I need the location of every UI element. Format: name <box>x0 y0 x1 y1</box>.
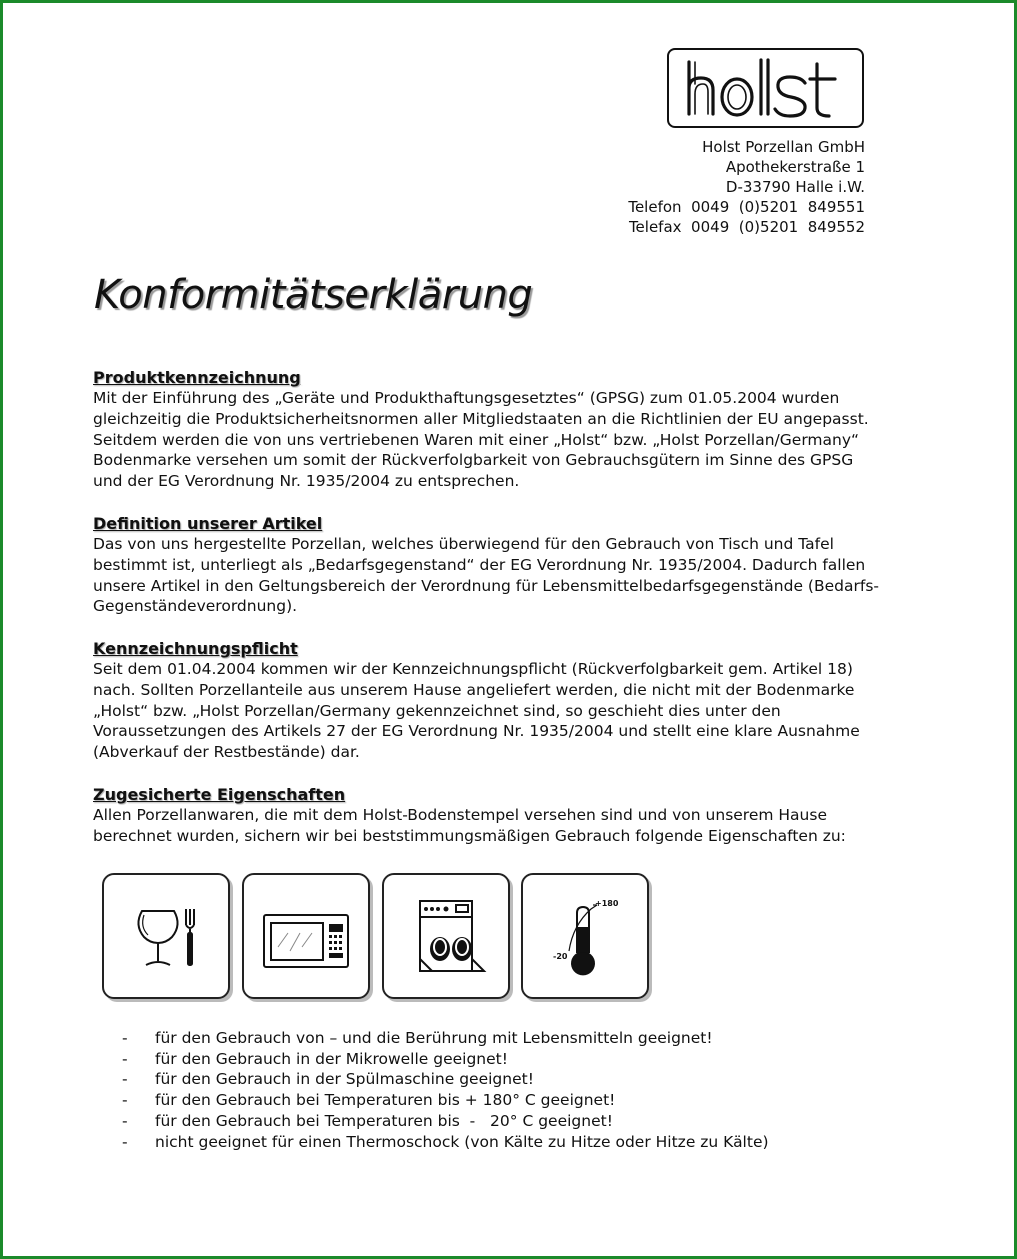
thermo-low-label: -20 <box>553 952 568 961</box>
section-line: unsere Artikel in den Geltungsbereich der Verordnung für Lebensmittelbedarfsgegenstände (Bedarfs- <box>93 576 879 595</box>
list-item <box>122 1049 769 1070</box>
bullet-text: für den Gebrauch von – und die Berührung mit Lebensmitteln geeignet! <box>155 1029 713 1047</box>
section-eigenschaften <box>93 785 883 847</box>
company-name: Holst Porzellan GmbH <box>702 138 865 156</box>
list-item <box>122 1028 769 1049</box>
list-item <box>122 1111 769 1132</box>
section-definition <box>93 514 883 617</box>
bullet-dash: - <box>122 1132 128 1151</box>
bullet-text: für den Gebrauch in der Spülmaschine geeignet! <box>155 1070 534 1089</box>
section-line: Seitdem werden die von uns vertriebenen Waren mit einer „Holst“ bzw. „Holst Porzellan/Germany“ <box>93 430 860 449</box>
company-address <box>628 137 865 237</box>
section-line: nach. Sollten Porzellanteile aus unserem Hause angeliefert werden, die nicht mit der Bodenmarke <box>93 680 855 699</box>
company-street: Apothekerstraße 1 <box>725 158 865 176</box>
section-line: Gegenständeverordnung). <box>93 597 298 616</box>
section-line: (Abverkauf der Restbestände) dar. <box>93 743 360 762</box>
section-heading: Definition unserer Artikel <box>93 514 323 533</box>
microwave-icon <box>242 873 370 999</box>
bullet-text: nicht geeignet für einen Thermoschock (von Kälte zu Hitze oder Hitze zu Kälte) <box>155 1132 769 1151</box>
section-produktkennzeichnung <box>93 368 883 492</box>
section-line: Seit dem 01.04.2004 kommen wir der Kennzeichnungspflicht (Rückverfolgbarkeit gem. Artikel 18) <box>93 660 853 678</box>
bullet-dash: - <box>122 1029 128 1047</box>
company-fax: Telefax 0049 (0)5201 849552 <box>628 218 865 236</box>
dishwasher-icon <box>382 873 510 999</box>
company-city: D-33790 Halle i.W. <box>725 178 865 196</box>
bullet-text: für den Gebrauch bei Temperaturen bis + 180° C geeignet! <box>155 1091 616 1110</box>
section-line: Das von uns hergestellte Porzellan, welches überwiegend für den Gebrauch von Tisch und Tafel <box>93 535 834 553</box>
section-heading: Kennzeichnungspflicht <box>93 639 298 658</box>
thermo-high-label: +180 <box>595 899 619 908</box>
company-phone: Telefon 0049 (0)5201 849551 <box>628 198 865 216</box>
list-item <box>122 1090 769 1111</box>
bullet-dash: - <box>122 1049 128 1068</box>
section-heading: Produktkennzeichnung <box>93 368 301 387</box>
holst-logo <box>667 48 864 128</box>
bullet-dash: - <box>122 1091 128 1110</box>
bullet-text: für den Gebrauch bei Temperaturen bis - 20° C geeignet! <box>155 1111 613 1130</box>
section-line: Bodenmarke versehen um somit der Rückverfolgbarkeit von Gebrauchsgütern im Sinne des GPSG <box>93 451 854 470</box>
thermometer-icon <box>521 873 649 999</box>
bullet-dash: - <box>122 1111 128 1130</box>
section-line: berechnet wurden, sichern wir bei beststimmungsmäßigen Gebrauch folgende Eigenschaften zu: <box>93 826 846 845</box>
list-item <box>122 1132 769 1153</box>
section-line: Voraussetzungen des Artikels 27 der EG Verordnung Nr. 1935/2004 und stellt eine klare Ausnahme <box>93 722 860 741</box>
section-line: „Holst“ bzw. „Holst Porzellan/Germany gekennzeichnet sind, so geschieht dies unter den <box>93 701 781 720</box>
property-list <box>122 1028 769 1152</box>
glass-fork-icon <box>102 873 230 999</box>
section-line: Mit der Einführung des „Geräte und Produkthaftungsgesetztes“ (GPSG) zum 01.05.2004 wurden <box>93 389 840 407</box>
section-line: bestimmt ist, unterliegt als „Bedarfsgegenstand“ der EG Verordnung Nr. 1935/2004. Dadurch fallen <box>93 555 866 574</box>
section-line: gleichzeitig die Produktsicherheitsnormen aller Mitgliedstaaten an die Richtlinien der EU angepasst. <box>93 409 869 428</box>
document-title: Konformitätserklärung <box>94 272 533 318</box>
section-line: Allen Porzellanwaren, die mit dem Holst-Bodenstempel versehen sind und von unserem Hause <box>93 806 827 824</box>
section-heading: Zugesicherte Eigenschaften <box>93 785 346 804</box>
list-item <box>122 1069 769 1090</box>
bullet-text: für den Gebrauch in der Mikrowelle geeignet! <box>155 1049 508 1068</box>
section-kennzeichnungspflicht <box>93 639 883 763</box>
section-line: und der EG Verordnung Nr. 1935/2004 zu entsprechen. <box>93 472 520 491</box>
bullet-dash: - <box>122 1070 128 1089</box>
